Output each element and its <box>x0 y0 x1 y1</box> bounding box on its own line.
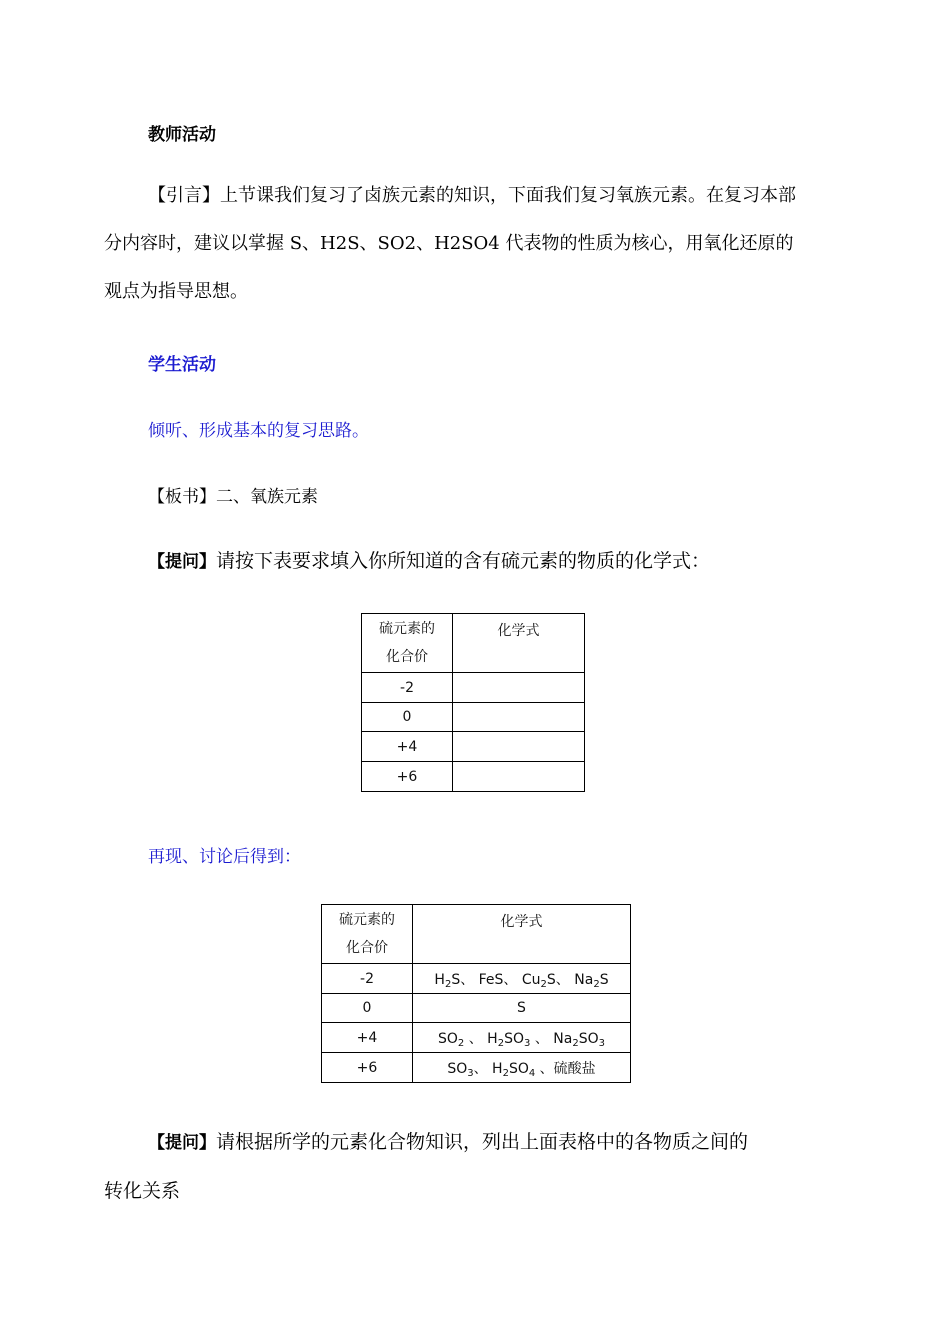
table-row <box>322 964 631 994</box>
table-row <box>322 994 631 1023</box>
formula-cell <box>453 762 585 792</box>
header-valence-line2: 化合价 <box>346 940 388 956</box>
question-1-text: 请按下表要求填入你所知道的含有硫元素的物质的化学式： <box>216 550 711 572</box>
formula-cell <box>453 732 585 762</box>
formula-cell <box>413 964 631 994</box>
valence-cell: +4 <box>362 732 453 762</box>
header-formula: 化学式 <box>413 905 631 964</box>
intro-paragraph <box>104 172 844 316</box>
formula-cell <box>453 673 585 703</box>
formula-text: S <box>517 1000 526 1016</box>
formula-cell <box>413 994 631 1023</box>
table-header-row <box>362 614 585 673</box>
intro-line-2: 分内容时，建议以掌握 S、H2S、SO2、H2SO4 代表物的性质为核心，用氧化还原的 <box>104 233 794 254</box>
formula-cell <box>413 1053 631 1083</box>
student-activity-text: 倾听、形成基本的复习思路。 <box>148 421 369 441</box>
question-1-tag: 【提问】 <box>148 552 216 572</box>
header-valence <box>362 614 453 673</box>
valence-cell: +6 <box>322 1053 413 1083</box>
table-row <box>362 673 585 703</box>
intro-line-3: 观点为指导思想。 <box>104 281 248 302</box>
question-1 <box>148 546 710 573</box>
table-row <box>362 703 585 732</box>
valence-cell: -2 <box>322 964 413 994</box>
valence-cell: 0 <box>362 703 453 732</box>
table-row <box>322 1023 631 1053</box>
table-row <box>322 1053 631 1083</box>
discussion-text: 再现、讨论后得到： <box>148 847 301 867</box>
formula-cell <box>413 1023 631 1053</box>
intro-line-1 <box>104 172 844 220</box>
question-2-line-1-text: 请根据所学的元素化合物知识，列出上面表格中的各物质之间的 <box>216 1131 749 1153</box>
table-row <box>362 762 585 792</box>
valence-table-filled <box>321 904 631 1083</box>
valence-cell: -2 <box>362 673 453 703</box>
intro-line-1-text: 上节课我们复习了卤族元素的知识，下面我们复习氧族元素。在复习本部 <box>220 185 796 206</box>
student-activity-heading: 学生活动 <box>148 355 216 375</box>
header-valence-line2: 化合价 <box>386 649 428 665</box>
question-2 <box>104 1118 844 1215</box>
table-header-row <box>322 905 631 964</box>
formula-cell <box>453 703 585 732</box>
teacher-activity-heading: 教师活动 <box>148 125 216 145</box>
table-row <box>362 732 585 762</box>
valence-cell: 0 <box>322 994 413 1023</box>
board-text: 二、氧族元素 <box>216 487 318 507</box>
intro-tag: 【引言】 <box>148 185 220 206</box>
formula-text: $SO_2$ 、 $H_2SO_3$ 、 $Na_2SO_3$ <box>438 1030 605 1049</box>
valence-cell: +6 <box>362 762 453 792</box>
formula-text: $SO_3$、 $H_2SO_4$ 、硫酸盐 <box>447 1060 596 1079</box>
header-formula: 化学式 <box>453 614 585 673</box>
question-2-line-2: 转化关系 <box>104 1180 181 1202</box>
header-valence-line1: 硫元素的 <box>339 912 395 928</box>
formula-text: $H_2S$、 FeS、 $Cu_2S$、 $Na_2S$ <box>434 971 609 990</box>
question-2-tag: 【提问】 <box>148 1133 216 1153</box>
valence-cell: +4 <box>322 1023 413 1053</box>
board-tag: 【板书】 <box>148 487 216 507</box>
header-valence-line1: 硫元素的 <box>379 621 435 637</box>
board-writing <box>148 482 318 507</box>
question-2-line-1 <box>104 1118 844 1167</box>
valence-table-empty <box>361 613 585 792</box>
header-valence <box>322 905 413 964</box>
